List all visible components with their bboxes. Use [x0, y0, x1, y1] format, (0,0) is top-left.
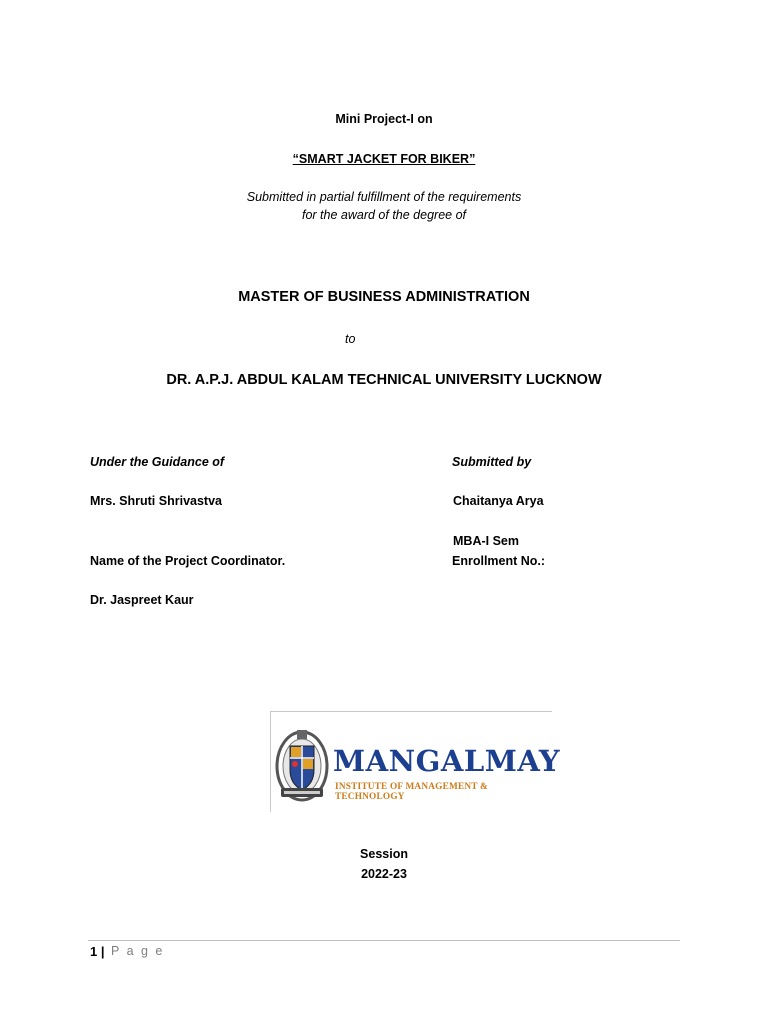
logo-name: MANGALMAY: [333, 744, 561, 778]
submitted-by-heading: Submitted by: [452, 455, 532, 469]
submitted-line-1: Submitted in partial fulfillment of the requirements: [246, 190, 522, 204]
degree-heading: MASTER OF BUSINESS ADMINISTRATION: [238, 289, 530, 305]
project-type: Mini Project-I on: [335, 112, 433, 126]
footer-page-label: P a g e: [111, 944, 165, 958]
institute-crest-icon: [275, 726, 329, 806]
guide-name: Mrs. Shruti Shrivastva: [90, 494, 222, 508]
guidance-heading: Under the Guidance of: [90, 455, 225, 469]
institute-logo: [270, 711, 561, 812]
student-name: Chaitanya Arya: [453, 494, 544, 508]
project-title: “SMART JACKET FOR BIKER”: [292, 152, 476, 166]
footer-page-number: 1 |: [90, 944, 105, 959]
submitted-line-2: for the award of the degree of: [302, 208, 466, 222]
coordinator-label: Name of the Project Coordinator.: [90, 554, 286, 568]
enrollment-label: Enrollment No.:: [452, 554, 546, 568]
university-heading: DR. A.P.J. ABDUL KALAM TECHNICAL UNIVERSITY LUCKNOW: [166, 372, 602, 388]
session-label: Session: [360, 847, 408, 861]
session-years: 2022-23: [361, 867, 407, 881]
footer-divider: [88, 940, 680, 941]
to-text: to: [345, 332, 356, 346]
coordinator-name: Dr. Jaspreet Kaur: [90, 593, 194, 607]
logo-tagline: INSTITUTE OF MANAGEMENT & TECHNOLOGY: [335, 782, 488, 802]
semester: MBA-I Sem: [453, 534, 519, 548]
